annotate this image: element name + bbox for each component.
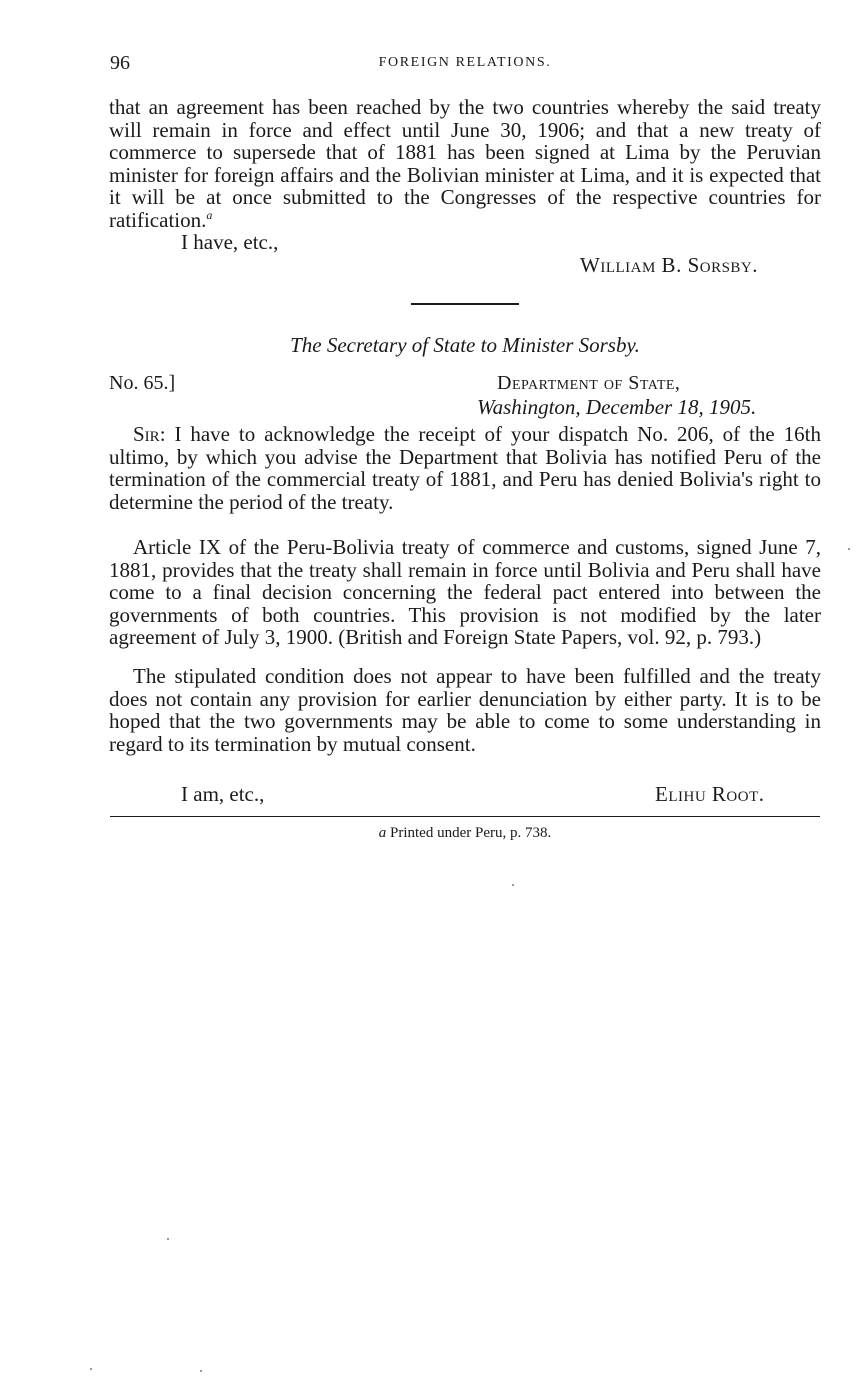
footnote-text: Printed under Peru, p. 738. <box>390 825 552 841</box>
letter2-closing: I am, etc., <box>181 782 265 806</box>
footnote <box>110 825 820 842</box>
page-number: 96 <box>110 52 130 74</box>
letter1-closing: I have, etc., <box>181 230 279 254</box>
running-head: FOREIGN RELATIONS. <box>378 55 552 70</box>
letter2-paragraph-1 <box>109 423 821 513</box>
dateline: Washington, December 18, 1905. <box>477 395 757 419</box>
letter2-signature: Elihu Root. <box>655 782 765 806</box>
letter1-paragraph <box>109 96 821 232</box>
letter2-paragraph-2: Article IX of the Peru-Bolivia treaty of commerce and customs, signed June 7, 1881, provides that the treaty shall remain in force until Bolivia and Peru shall have come to a final decision concerning the federal pact entered into between the governments of both countries. This provision is not modified by the later agreement of July 3, 1900. (British and Foreign State Papers, vol. 92, p. 793.) <box>109 535 821 650</box>
paper-speck <box>848 548 850 550</box>
paper-speck <box>167 1238 169 1240</box>
page-header <box>110 52 820 76</box>
department-name: Department of State, <box>497 372 681 394</box>
salutation: Sir <box>133 422 160 446</box>
letter1-paragraph-text: that an agreement has been reached by the two countries whereby the said treaty will remain in force and effect until June 30, 1906; and that a new treaty of commerce to supersede that of 1881 has been signed at Lima by the Peruvian minister for foreign affairs and the Bolivian minister at Lima, and it is expected that it will be at once submitted to the Congresses of the respective countries for ratification. <box>109 95 821 232</box>
paper-speck <box>200 1370 202 1372</box>
letter2-paragraph-3: The stipulated condition does not appear to have been fulfilled and the treaty does not contain any provision for earlier denunciation by either party. It is to be hoped that the two governments may be able to come to some understanding in regard to its termination by mutual consent. <box>109 664 821 756</box>
letter2-heading: The Secretary of State to Minister Sorsby. <box>290 333 640 357</box>
dispatch-number: No. 65.] <box>109 372 176 394</box>
paper-speck <box>512 884 514 886</box>
paper-speck <box>90 1368 92 1370</box>
section-divider <box>411 303 519 305</box>
footnote-reference: a <box>206 207 213 222</box>
letter2-paragraph-1-text: : I have to acknowledge the receipt of your dispatch No. 206, of the 16th ultimo, by which you advise the Department that Bolivia has notified Peru of the termination of the commercial treaty of 1881, and Peru has denied Bolivia's right to determine the period of the treaty. <box>109 422 821 514</box>
footnote-mark: a <box>378 825 387 841</box>
footnote-rule <box>110 816 820 817</box>
letter1-signature: William B. Sorsby. <box>580 253 759 277</box>
